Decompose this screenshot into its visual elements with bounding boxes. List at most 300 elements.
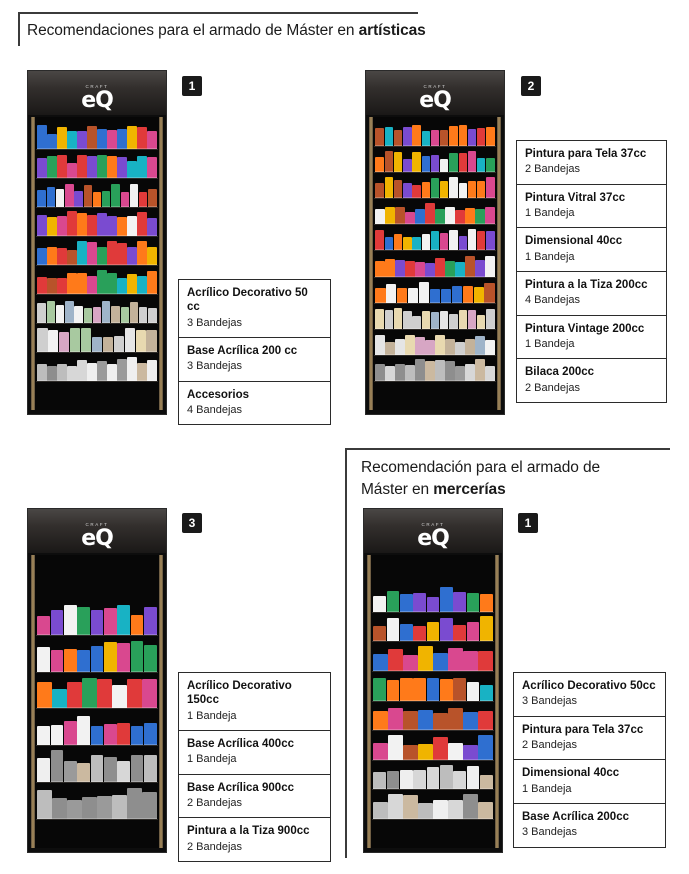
product-bottle [403,183,411,198]
product-bottle [373,711,387,731]
product-bottle [468,229,476,250]
product-bottle [468,129,476,147]
product-bottle [453,625,466,641]
product-bottle [37,758,50,782]
product-bottle [455,342,464,355]
brand-eq-label: eQ [419,88,451,113]
product-bottle [87,242,96,265]
product-bottle [394,180,402,199]
product-bottle [465,364,474,381]
product-bottle [146,330,156,352]
product-bottle [403,745,417,760]
product-bottle [477,158,485,172]
product-bottle [418,803,432,819]
rack-2-header [366,71,504,115]
product-bottle [418,710,432,730]
product-bottle [435,360,444,381]
product-bottle [435,209,444,224]
product-bottle [463,286,473,303]
product-bottle [425,203,434,224]
product-bottle [97,270,106,294]
info-row [514,717,665,761]
info-row [514,804,665,847]
info-row-sub: 3 Bandejas [187,360,243,373]
product-bottle [412,316,420,329]
product-bottle [373,802,387,819]
product-bottle [385,127,393,146]
product-bottle [445,261,454,277]
rack-1-rail-right [159,117,163,410]
product-bottle [475,336,484,355]
rack-shelf [36,675,158,710]
rack-3-logo [81,523,113,551]
product-bottle [147,247,156,265]
product-bottle [67,131,76,149]
product-bottle [387,771,400,790]
product-bottle [440,181,448,198]
rack-shelf [374,175,496,199]
info-row-sub: 2 Bandejas [187,840,243,853]
product-bottle [431,155,439,172]
product-bottle [455,262,464,276]
product-bottle [388,649,402,671]
product-bottle [394,152,402,173]
info-row [517,359,666,402]
brand-eq-label: eQ [81,526,113,551]
product-bottle [48,330,58,352]
product-bottle [400,678,413,701]
product-bottle [137,212,146,236]
info-row [514,760,665,804]
product-bottle [127,126,136,149]
product-bottle [51,650,64,672]
info-row-title: Pintura a la Tiza 900cc [187,825,310,838]
product-bottle [412,152,420,172]
product-bottle [459,310,467,329]
product-bottle [395,339,404,355]
product-bottle [117,605,130,635]
product-bottle [84,308,92,323]
product-bottle [448,800,462,819]
brand-craft-label: CRAFT [421,521,445,527]
product-bottle [67,163,76,178]
product-bottle [131,755,144,782]
rack-shelf [372,704,494,732]
rack-shelf [36,152,158,179]
product-bottle [486,177,494,198]
product-bottle [413,678,426,701]
product-bottle [131,641,144,672]
rack-shelf [374,149,496,173]
rack-shelf [36,239,158,266]
product-bottle [431,231,439,251]
rack-2-shelves [369,117,501,410]
rack-shelf [36,748,158,783]
product-bottle [418,744,432,760]
product-bottle [57,127,66,149]
product-bottle [56,189,64,207]
info-row [179,338,330,382]
product-bottle [427,678,440,700]
rack-shelf [374,254,496,278]
product-bottle [388,708,402,730]
product-bottle [131,615,144,635]
product-bottle [415,262,424,276]
product-bottle [77,763,90,782]
product-bottle [148,308,156,323]
product-bottle [127,247,136,265]
product-bottle [403,655,417,670]
product-bottle [137,156,146,178]
product-bottle [104,724,117,746]
product-bottle [413,626,426,642]
product-bottle [463,745,477,760]
info-row-sub: 2 Bandejas [525,381,581,394]
product-bottle [375,230,383,251]
heading-artisticas-bold: artísticas [358,22,426,39]
product-bottle [465,256,474,276]
product-bottle [427,597,440,612]
rack-shelf [36,268,158,295]
product-bottle [440,130,448,146]
product-bottle [117,359,126,381]
info-row-title: Base Acrílica 400cc [187,738,294,751]
info-row-sub: 1 Bandeja [525,338,575,351]
product-bottle [440,159,448,172]
rack-2-badge: 2 [521,76,541,96]
product-bottle [440,233,448,251]
product-bottle [121,192,129,207]
rack-shelf [374,201,496,225]
product-bottle [425,361,434,381]
rack-3 [27,508,167,853]
product-bottle [117,278,126,294]
product-bottle [147,157,156,178]
product-bottle [477,181,485,199]
product-bottle [148,189,156,207]
product-bottle [47,247,56,265]
info-row-sub: 3 Bandejas [522,695,578,708]
product-bottle [452,286,462,303]
brand-eq-label: eQ [417,526,449,551]
product-bottle [455,210,464,224]
info-row-sub: 1 Bandeja [525,250,575,263]
product-bottle [375,209,384,224]
product-bottle [397,288,407,303]
product-bottle [422,234,430,251]
product-bottle [130,302,138,323]
rack-shelf [36,123,158,150]
rack-3-badge: 3 [182,513,202,533]
product-bottle [47,217,56,236]
product-bottle [485,340,494,355]
info-row-title: Pintura para Tela 37cc [525,148,647,160]
info-row [179,382,330,425]
product-bottle [130,184,138,207]
rack-shelf [374,306,496,330]
rack-shelf [372,674,494,702]
info-row [517,272,666,316]
product-bottle [463,712,477,731]
product-bottle [477,315,485,329]
rack-4-logo [417,523,449,551]
product-bottle [91,610,104,635]
info-row-title: Pintura para Tela 37cc [522,723,644,736]
product-bottle [136,330,146,352]
product-bottle [57,216,66,236]
product-bottle [74,306,82,323]
product-bottle [91,755,104,782]
product-bottle [373,626,386,641]
rack-shelf [36,297,158,324]
product-bottle [37,248,46,265]
product-bottle [403,711,417,730]
product-bottle [117,643,130,672]
product-bottle [107,130,116,149]
info-row-title: Base Acrílica 200cc [522,811,629,824]
info-row-sub: 3 Bandejas [522,826,578,839]
heading-mercerias-rule-vertical [345,448,347,858]
product-bottle [433,737,447,759]
product-bottle [87,156,96,178]
product-bottle [430,289,440,302]
product-bottle [478,711,492,730]
product-bottle [37,303,45,323]
rack-shelf [372,763,494,791]
product-bottle [82,797,96,819]
product-bottle [375,309,383,329]
product-bottle [65,184,73,207]
rack-shelf [372,792,494,820]
product-bottle [445,361,454,381]
product-bottle [47,187,55,207]
product-bottle [415,209,424,225]
product-bottle [475,359,484,381]
product-bottle [485,207,494,224]
product-bottle [93,192,101,207]
product-bottle [144,645,157,672]
product-bottle [117,157,126,178]
rack-1-logo [81,85,113,113]
product-bottle [117,761,130,782]
product-bottle [480,594,493,611]
product-bottle [477,128,485,146]
product-bottle [385,177,393,198]
product-bottle [440,679,453,701]
info-row [179,673,330,731]
product-bottle [467,622,480,641]
product-bottle [408,288,418,303]
product-bottle [449,230,457,250]
rack-shelf [374,280,496,304]
product-bottle [127,216,136,236]
product-bottle [388,735,402,759]
product-bottle [47,366,56,381]
product-bottle [37,726,50,745]
product-bottle [147,360,156,381]
heading-mercerias-bold: mercerías [433,481,506,499]
rack-1 [27,70,167,415]
rack-shelf [36,638,158,673]
product-bottle [375,335,384,355]
product-bottle [385,151,393,172]
product-bottle [385,366,394,381]
product-bottle [453,678,466,700]
heading-artisticas [27,20,457,42]
product-bottle [463,651,477,671]
product-bottle [431,312,439,328]
product-bottle [37,682,51,709]
product-bottle [448,743,462,760]
info-row-sub: 3 Bandejas [187,316,243,329]
product-bottle [47,301,55,323]
product-bottle [486,127,494,146]
product-bottle [425,263,434,277]
product-bottle [373,596,386,612]
product-bottle [137,241,146,265]
product-bottle [37,328,47,352]
product-bottle [144,755,157,782]
product-bottle [440,587,453,612]
rack-3-shelves [31,555,163,848]
info-row-sub: 4 Bandejas [187,404,243,417]
product-bottle [97,796,111,819]
rack-shelf [374,332,496,356]
info-row-title: Dimensional 40cc [525,235,623,248]
product-bottle [70,328,80,352]
info-row-title: Accesorios [187,388,250,401]
info-row [179,280,330,338]
rack-1-rail-left [31,117,35,410]
product-bottle [137,127,146,149]
product-bottle [144,607,157,635]
product-bottle [77,155,86,178]
product-bottle [52,798,66,819]
product-bottle [37,277,46,294]
product-bottle [403,159,411,173]
rack-shelf [372,615,494,643]
brand-craft-label: CRAFT [423,83,447,89]
rack-3-info-table [178,672,331,862]
heading-artisticas-prefix: Recomendaciones para el armado de Máster en [27,22,359,39]
heading-artisticas-rule-vertical [18,12,20,46]
rack-4 [363,508,503,853]
product-bottle [459,236,467,251]
info-row-title: Acrílico Decorativo 50 cc [187,287,308,314]
product-bottle [87,276,96,294]
product-bottle [74,191,82,207]
product-bottle [91,726,104,745]
heading-artisticas-rule-horizontal [18,12,418,14]
product-bottle [47,156,56,178]
info-row-title: Base Acrílica 900cc [187,781,294,794]
product-bottle [111,184,119,207]
product-bottle [103,337,113,352]
product-bottle [405,212,414,225]
product-bottle [412,125,420,146]
product-bottle [37,158,46,178]
product-bottle [64,649,77,671]
rack-2-rail-right [497,117,501,410]
product-bottle [373,654,387,671]
product-bottle [37,125,46,149]
product-bottle [373,772,386,790]
info-row-sub: 2 Bandejas [187,797,243,810]
product-bottle [415,359,424,381]
brand-craft-label: CRAFT [85,521,109,527]
product-bottle [449,126,457,147]
product-bottle [433,800,447,819]
rack-1-header [28,71,166,115]
product-bottle [37,190,45,207]
product-bottle [77,716,90,746]
product-bottle [422,131,430,146]
heading-mercerias-line1: Recomendación para el armado de [361,459,601,476]
product-bottle [433,653,447,670]
product-bottle [403,795,417,820]
product-bottle [51,725,64,746]
product-bottle [445,339,454,355]
product-bottle [77,241,86,265]
product-bottle [385,310,393,329]
product-bottle [403,127,411,147]
product-bottle [97,155,106,178]
product-bottle [475,260,484,277]
product-bottle [142,792,156,819]
product-bottle [127,161,136,178]
info-row [179,775,330,819]
product-bottle [405,365,414,381]
rack-4-info-table [513,672,666,848]
info-row-title: Bilaca 200cc [525,366,595,379]
product-bottle [125,328,135,352]
product-bottle [57,364,66,381]
product-bottle [478,735,492,760]
rack-2 [365,70,505,415]
product-bottle [67,800,81,819]
product-bottle [427,622,440,641]
product-bottle [477,231,485,251]
product-bottle [59,332,69,352]
product-bottle [474,287,484,303]
product-bottle [97,247,106,265]
info-row-sub: 1 Bandeja [187,753,237,766]
rack-3-rail-right [159,555,163,848]
product-bottle [373,743,387,760]
product-bottle [375,261,384,277]
product-bottle [388,794,402,819]
product-bottle [465,339,474,355]
product-bottle [117,217,126,236]
product-bottle [67,211,76,236]
product-bottle [445,207,454,224]
product-bottle [67,273,76,294]
rack-3-rail-left [31,555,35,848]
product-bottle [419,282,429,302]
info-row-sub: 1 Bandeja [187,709,237,722]
product-bottle [433,713,447,730]
product-bottle [394,234,402,251]
heading-mercerias-rule-horizontal [345,448,670,450]
rack-3-header [28,509,166,553]
product-bottle [385,259,394,276]
product-bottle [448,708,462,730]
info-row-title: Dimensional 40cc [522,767,620,780]
product-bottle [415,337,424,355]
product-bottle [440,311,448,329]
product-bottle [121,307,129,323]
product-bottle [422,311,430,329]
